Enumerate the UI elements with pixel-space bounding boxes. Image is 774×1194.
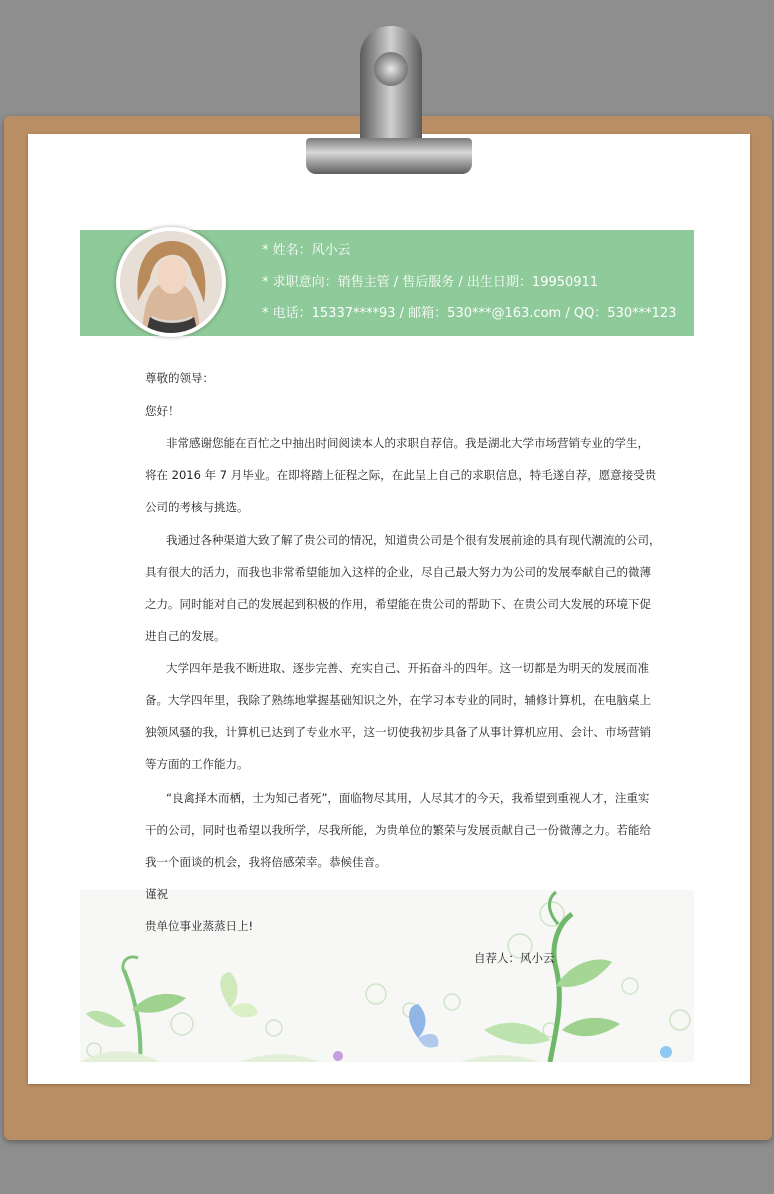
avatar [116,227,226,337]
paragraph-line: 具有很大的活力，而我也非常希望能加入这样的企业，尽自己最大努力为公司的发展奉献自己的微薄 [145,565,651,579]
closing-wish: 谨祝 [145,887,168,901]
paragraph-line: 独领风骚的我，计算机已达到了专业水平，这一切使我初步具备了从事计算机应用、会计、市场营销 [145,725,651,739]
floral-decoration [80,890,694,1062]
greeting: 您好！ [145,404,180,418]
paragraph-line: 我一个面谈的机会，我将倍感荣幸。恭候佳音。 [145,855,387,869]
avatar-photo [120,231,222,333]
signature: 自荐人：风小云 [474,951,555,965]
objective-line: * 求职意向：销售主管 / 售后服务 / 出生日期：19950911 [262,275,599,290]
binder-clip-bar [306,138,472,174]
paragraph-line: 大学四年是我不断进取、逐步完善、充实自己、开拓奋斗的四年。这一切都是为明天的发展而准 [166,661,649,675]
paragraph-line: 将在 2016 年 7 月毕业。在即将踏上征程之际，在此呈上自己的求职信息，特毛遂自荐，愿意接受贵 [145,468,657,482]
paragraph-line: 我通过各种渠道大致了解了贵公司的情况，知道贵公司是个很有发展前途的具有现代潮流的公司， [166,533,661,547]
paragraph-line: 公司的考核与挑选。 [145,500,249,514]
name-line: * 姓名：风小云 [262,243,351,258]
paragraph-line: 之力。同时能对自己的发展起到积极的作用，希望能在贵公司的帮助下、在贵公司大发展的环境下促 [145,597,651,611]
paragraph-line: 干的公司，同时也希望以我所学，尽我所能，为贵单位的繁荣与发展贡献自己一份微薄之力。若能给 [145,823,651,837]
paragraph-line: 等方面的工作能力。 [145,757,249,771]
paragraph-line: “良禽择木而栖，士为知己者死”，面临物尽其用，人尽其才的今天，我希望到重视人才，注重实 [166,791,650,805]
paragraph-line: 进自己的发展。 [145,629,226,643]
closing-blessing: 贵单位事业蒸蒸日上! [145,919,254,933]
paragraph-line: 备。大学四年里，我除了熟练地掌握基础知识之外，在学习本专业的同时，辅修计算机，在电脑桌上 [145,693,651,707]
salutation: 尊敬的领导： [145,371,214,385]
paragraph-line: 非常感谢您能在百忙之中抽出时间阅读本人的求职自荐信。我是湖北大学市场营销专业的学生， [166,436,649,450]
contact-line: * 电话：15337****93 / 邮箱：530***@163.com / QQ：530***123 [262,306,677,321]
binder-clip-hole [374,52,408,86]
